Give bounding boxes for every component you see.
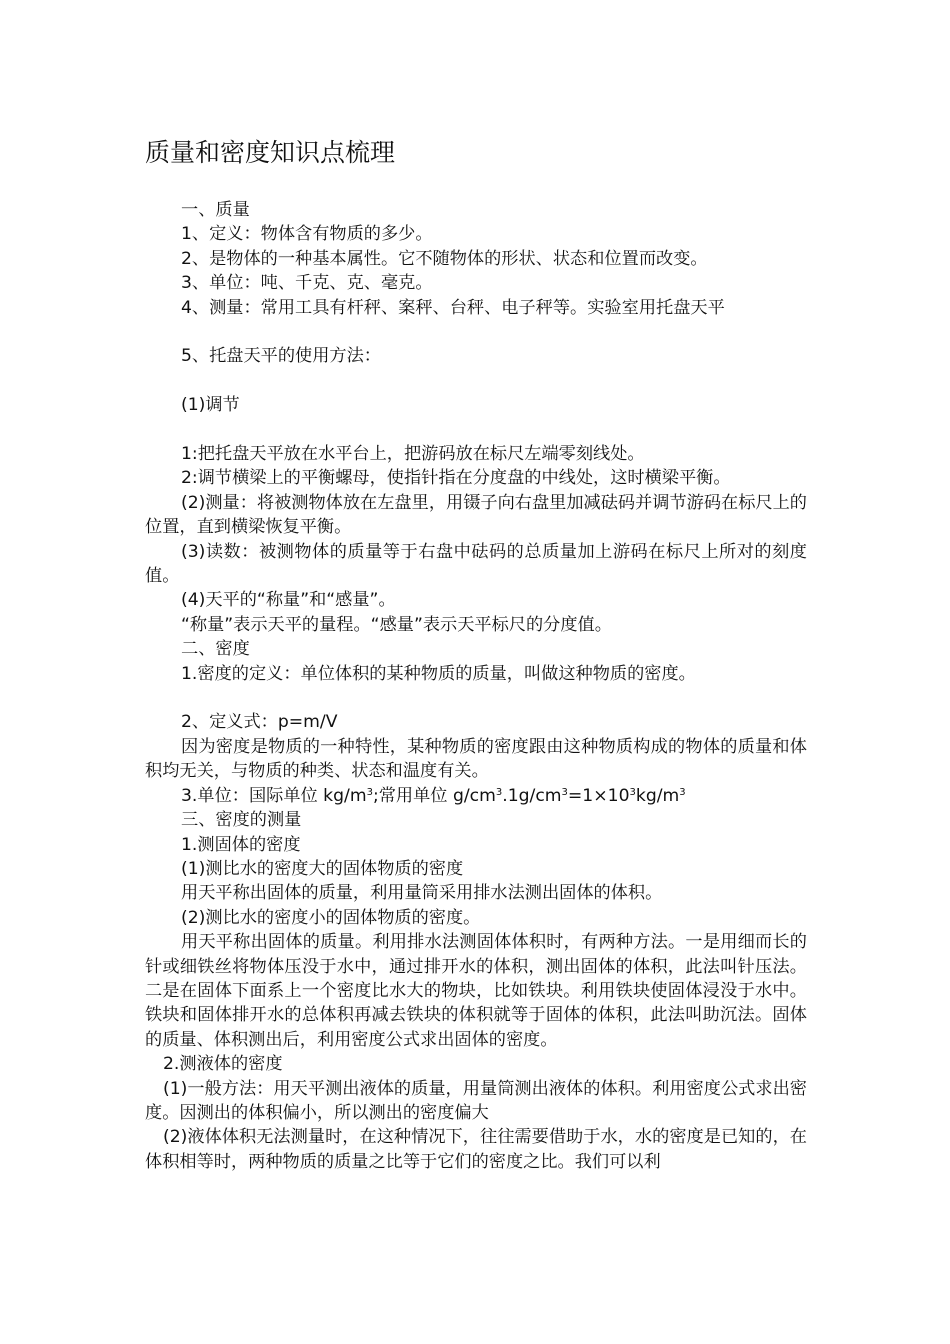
paragraph: 用天平称出固体的质量，利用量筒采用排水法测出固体的体积。: [181, 883, 663, 904]
section-heading-mass: 一、质量: [181, 200, 250, 220]
blank-line: [145, 369, 807, 393]
blank-line: [145, 686, 807, 710]
paragraph: (2)测比水的密度小的固体物质的密度。: [181, 907, 481, 928]
superscript: 3: [495, 786, 503, 798]
superscript: 3: [366, 786, 373, 798]
paragraph: 2、是物体的一种基本属性。它不随物体的形状、状态和位置而改变。: [181, 248, 708, 269]
paragraph: 1.密度的定义：单位体积的某种物质的质量，叫做这种物质的密度。: [181, 663, 696, 684]
document-body: [145, 198, 807, 1174]
paragraph: 5、托盘天平的使用方法：: [181, 346, 381, 367]
paragraph: (2)测量：将被测物体放在左盘里，用镊子向右盘里加减砝码并调节游码在标尺上的位置，直到横梁恢复平衡。: [145, 492, 807, 538]
units-text: =1×10: [567, 785, 630, 806]
blank-line: [145, 320, 807, 344]
paragraph: 2:调节横梁上的平衡螺母，使指针指在分度盘的中线处，这时横梁平衡。: [181, 468, 731, 489]
paragraph: (1)测比水的密度大的固体物质的密度: [181, 858, 464, 879]
paragraph: 1.测固体的密度: [181, 834, 301, 855]
paragraph: (4)天平的“称量”和“感量”。: [181, 590, 396, 611]
superscript: 3: [561, 786, 568, 798]
units-text: 3.单位：国际单位 kg/m: [181, 785, 367, 806]
paragraph: (1)一般方法：用天平测出液体的质量，用量筒测出液体的体积。利用密度公式求出密度。因测出的体积偏小，所以测出的密度偏大: [145, 1078, 807, 1123]
section-heading-measurement: 三、密度的测量: [181, 810, 302, 831]
superscript: 3: [679, 786, 686, 798]
paragraph: 1、定义：物体含有物质的多少。: [181, 224, 433, 245]
paragraph: “称量”表示天平的量程。“感量”表示天平标尺的分度值。: [181, 614, 612, 635]
paragraph: 因为密度是物质的一种特性，某种物质的密度跟由这种物质构成的物体的质量和体积均无关，与物质的种类、状态和温度有关。: [145, 736, 807, 782]
paragraph: 2.测液体的密度: [163, 1054, 283, 1075]
units-paragraph: [145, 784, 807, 808]
units-text: ;常用单位 g/cm: [372, 785, 496, 806]
superscript: 3: [629, 786, 636, 798]
paragraph: 3、单位：吨、千克、克、毫克。: [181, 273, 433, 294]
section-heading-density: 二、密度: [181, 639, 250, 660]
units-text: .1g/cm: [502, 785, 562, 806]
paragraph: 用天平称出固体的质量。利用排水法测固体体积时，有两种方法。一是用细而长的针或细铁丝将物体压没于水中，通过排开水的体积，测出固体的体积，此法叫针压法。二是在固体下面系上一个密度比水大的物块，比如铁块。利用铁块使固体浸没于水中。铁块和固体排开水的总体积再减去铁块的体积就等于固体的体积，此法叫助沉法。固体的质量、体积测出后，利用密度公式求出固体的密度。: [145, 932, 807, 1050]
paragraph: (3)读数：被测物体的质量等于右盘中砝码的总质量加上游码在标尺上所对的刻度值。: [145, 541, 807, 587]
paragraph: (1)调节: [181, 395, 240, 416]
paragraph: 4、测量：常用工具有杆秤、案秤、台秤、电子秤等。实验室用托盘天平: [181, 297, 725, 318]
paragraph: (2)液体体积无法测量时，在这种情况下，往往需要借助于水，水的密度是已知的，在体积相等时，两种物质的质量之比等于它们的密度之比。我们可以利: [145, 1127, 807, 1172]
paragraph: 2、定义式：p=m/V: [181, 712, 338, 733]
blank-line: [145, 418, 807, 442]
document-title: 质量和密度知识点梳理: [145, 138, 396, 167]
paragraph: 1:把托盘天平放在水平台上，把游码放在标尺左端零刻线处。: [181, 444, 645, 465]
units-text: kg/m: [635, 785, 680, 806]
